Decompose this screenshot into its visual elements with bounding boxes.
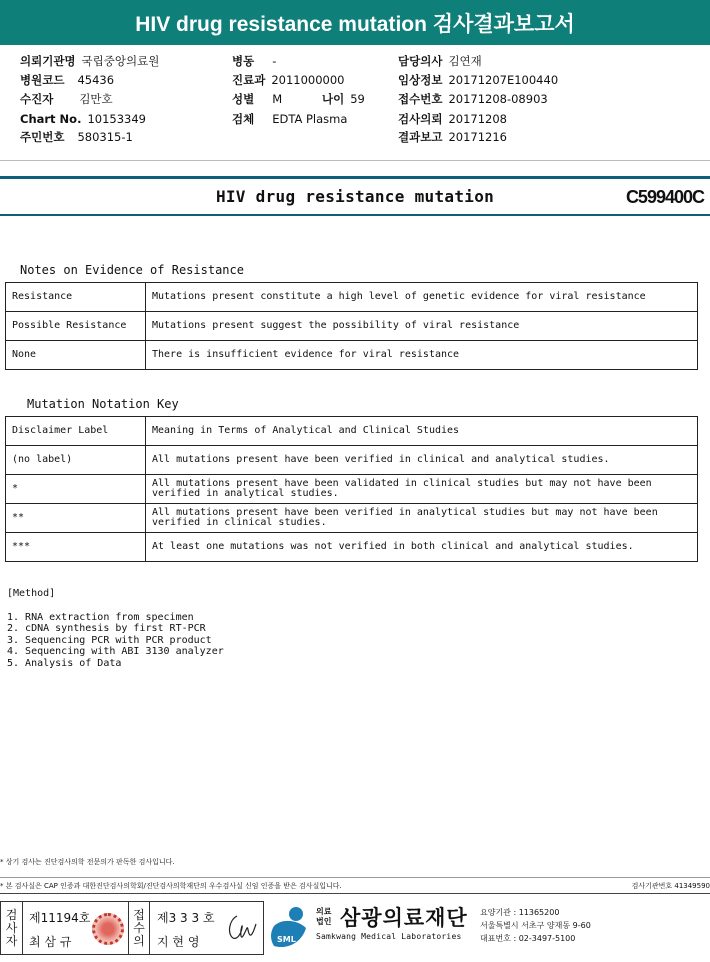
notation-title: Mutation Notation Key <box>27 397 179 411</box>
method-step: 5. Analysis of Data <box>7 657 122 669</box>
table-row: ** All mutations present have been verified in analytical studies but may not have been verified in clinical studies. <box>6 504 698 533</box>
info-age: 나이 59 <box>322 92 365 106</box>
info-institution: 의뢰기관명 국립중앙의료원 <box>20 54 160 68</box>
signature-icon <box>223 908 259 944</box>
info-hospital-code: 병원코드 45436 <box>20 73 115 87</box>
info-report-date: 결과보고 20171216 <box>398 130 507 144</box>
report-banner <box>0 0 710 45</box>
info-ward: 병동 - <box>232 54 277 68</box>
examiner-number: 제11194호 <box>29 911 91 925</box>
examiner-heading: 검 사 자 <box>1 902 23 954</box>
report-code: C599400C <box>625 187 704 207</box>
info-chart-no: Chart No. 10153349 <box>20 112 146 126</box>
footer-report-no: 검사기관번호 41349590 <box>631 882 710 890</box>
table-row: Resistance Mutations present constitute a high level of genetic evidence for viral resistance <box>6 283 698 312</box>
method-title: [Method] <box>7 588 56 599</box>
footer-divider <box>0 893 710 894</box>
report-title: HIV drug resistance mutation <box>215 187 495 206</box>
info-doctor: 담당의사 김연재 <box>398 54 482 68</box>
footer-note-2: * 본 검사실은 CAP 인증과 대한진단검사의학회/진단검사의학재단의 우수검사실 신임 인증을 받은 검사실입니다. <box>0 882 342 890</box>
footer-note-1: * 상기 검사는 진단검사의학 전문의가 판독한 검사입니다. <box>0 858 175 866</box>
table-row: None There is insufficient evidence for viral resistance <box>6 341 698 370</box>
signature-box <box>0 901 264 955</box>
table-row: * All mutations present have been validated in clinical studies but may not have been verified in analytical studies. <box>6 475 698 504</box>
method-step: 3. Sequencing PCR with PCR product <box>7 634 212 646</box>
info-request-date: 검사의뢰 20171208 <box>398 112 507 126</box>
table-row: Possible Resistance Mutations present suggest the possibility of viral resistance <box>6 312 698 341</box>
table-row: *** At least one mutations was not verified in both clinical and analytical studies. <box>6 533 698 562</box>
evidence-title: Notes on Evidence of Resistance <box>20 263 244 277</box>
info-sex: 성별 M <box>232 92 283 106</box>
examiner-name: 최 삼 규 <box>29 935 72 949</box>
table-header-row: Disclaimer Label Meaning in Terms of Analytical and Clinical Studies <box>6 417 698 446</box>
org-logo-icon <box>268 904 310 952</box>
receiver-number: 제3 3 3 호 <box>157 911 215 925</box>
info-specimen: 검체 EDTA Plasma <box>232 112 348 126</box>
seal-stamp-icon <box>92 913 124 945</box>
method-section <box>7 588 224 669</box>
info-patient: 수진자 김만호 <box>20 92 113 106</box>
notation-table <box>5 416 698 562</box>
org-type: 의료 법인 <box>316 907 332 926</box>
org-info: 요양기관 : 11365200 서울특별시 서초구 양재동 9-60 대표번호 : 02-3497-5100 <box>480 908 591 943</box>
method-step: 1. RNA extraction from specimen <box>7 611 194 623</box>
info-department: 진료과 2011000000 <box>232 73 345 87</box>
org-english-name: Samkwang Medical Laboratories <box>316 932 462 941</box>
footer-divider <box>0 877 710 878</box>
banner-title: HIV drug resistance mutation 검사결과보고서 <box>135 12 575 36</box>
method-step: 4. Sequencing with ABI 3130 analyzer <box>7 646 224 657</box>
logo-text: SML <box>277 935 296 944</box>
table-row: (no label) All mutations present have been verified in clinical and analytical studies. <box>6 446 698 475</box>
info-clinical: 임상정보 20171207E100440 <box>398 73 559 87</box>
evidence-table <box>5 282 698 370</box>
info-divider <box>0 160 710 161</box>
org-name: 삼광의료재단 <box>340 906 468 930</box>
info-resident-no: 주민번호 580315-1 <box>20 130 133 144</box>
report-title-bar <box>0 176 710 216</box>
receiver-name: 지 현 영 <box>157 935 200 949</box>
method-step: 2. cDNA synthesis by first RT-PCR <box>7 623 206 634</box>
info-receipt-no: 접수번호 20171208-08903 <box>398 92 548 106</box>
receiver-heading: 접 수 의 <box>128 902 150 954</box>
